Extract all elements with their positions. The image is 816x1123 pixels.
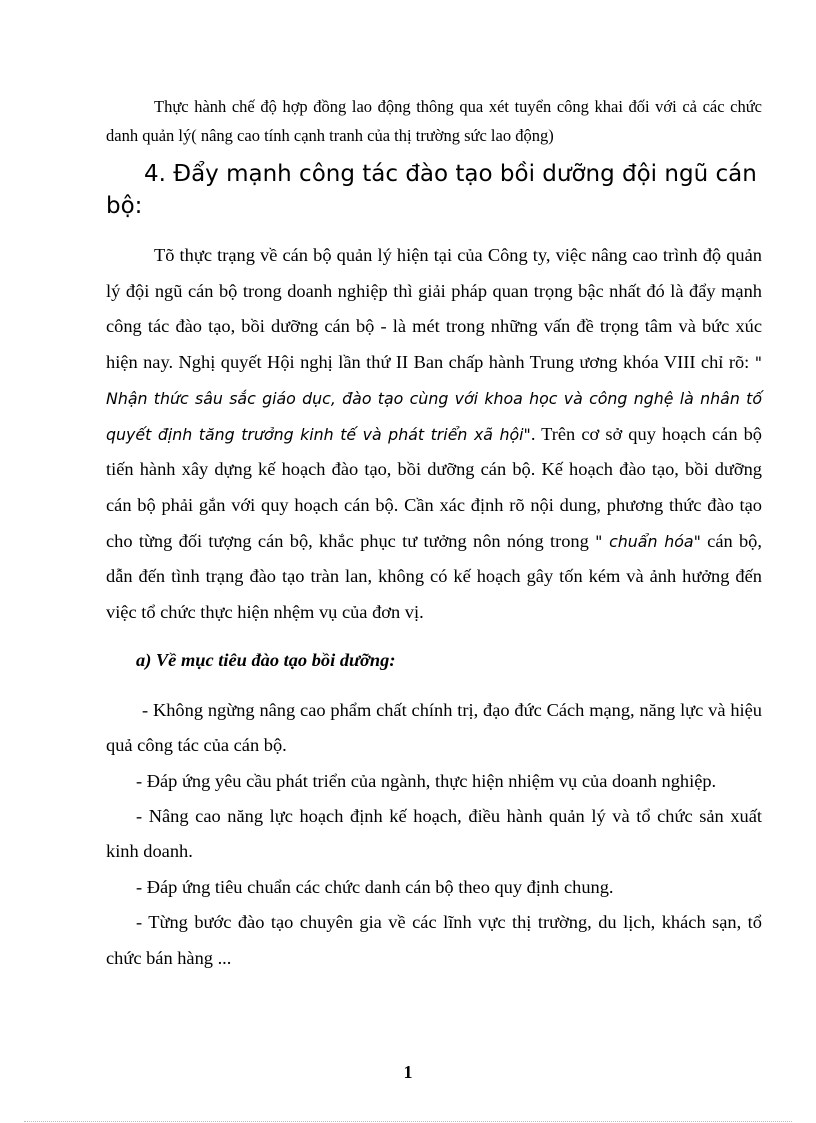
section-heading: 4. Đẩy mạnh công tác đào tạo bồi dưỡng đội ngũ cán bộ: bbox=[106, 161, 757, 219]
objectives-subheading: a) Về mục tiêu đào tạo bồi dưỡng: bbox=[136, 649, 396, 670]
list-item: - Nâng cao năng lực hoạch định kế hoạch, điều hành quản lý và tổ chức sản xuất kinh doanh. bbox=[106, 805, 762, 862]
body-text-part1: Tõ thực trạng về cán bộ quản lý hiện tại của Công ty, việc nâng cao trình độ quản lý đội ngũ cán bộ trong doanh nghiệp thì giải pháp quan trọng bậc nhất đó là đẩy mạnh công tác đào tạo, bồi dưỡng cán bộ - là mét trong những vấn đề trọng tâm và bức xúc hiện nay. Nghị quyết Hội nghị lần thứ II Ban chấp hành Trung ương khóa VIII chỉ rõ: bbox=[106, 245, 762, 373]
body-paragraph bbox=[106, 238, 762, 631]
body-text-part2: . Trên cơ sở quy hoạch cán bộ tiến hành xây dựng kế hoạch đào tạo, bồi dưỡng cán bộ. Kế hoạch đào tạo, bồi dưỡng cán bộ phải gắn với quy hoạch cán bộ. Cần xác định rõ nội dung, phương thức đào tạo cho từng đối tượng cán bộ, khắc phục tư tưởng nôn nóng trong bbox=[106, 423, 762, 551]
list-item: - Từng bước đào tạo chuyên gia về các lĩnh vực thị trường, du lịch, khách sạn, tổ chức bán hàng ... bbox=[106, 912, 762, 968]
resolution-quote: " Nhận thức sâu sắc giáo dục, đào tạo cùng với khoa học và công nghệ là nhân tố quyết định tăng trưởng kinh tế và phát triển xã hội" bbox=[106, 353, 762, 444]
objectives-list bbox=[106, 693, 762, 976]
list-item: - Đáp ứng tiêu chuẩn các chức danh cán bộ theo quy định chung. bbox=[136, 876, 614, 897]
body-text-part3: cán bộ, dẫn đến tình trạng đào tạo tràn lan, không có kế hoạch gây tốn kém và ảnh hưởng đến việc tổ chức thực hiện nhệm vụ của đơn vị. bbox=[106, 530, 762, 623]
page-number: 1 bbox=[403, 1062, 413, 1082]
standardization-quote: " chuẩn hóa" bbox=[595, 531, 701, 551]
intro-paragraph: Thực hành chế độ hợp đồng lao động thông qua xét tuyển công khai đối với cả các chức danh quản lý( nâng cao tính cạnh tranh của thị trường sức lao động) bbox=[106, 97, 762, 145]
page-content bbox=[106, 92, 762, 976]
page-bottom-divider bbox=[24, 1121, 792, 1122]
list-item: - Đáp ứng yêu cầu phát triển của ngành, thực hiện nhiệm vụ của doanh nghiệp. bbox=[136, 770, 717, 791]
list-item: - Không ngừng nâng cao phẩm chất chính trị, đạo đức Cách mạng, năng lực và hiệu quả công tác của cán bộ. bbox=[106, 699, 762, 756]
